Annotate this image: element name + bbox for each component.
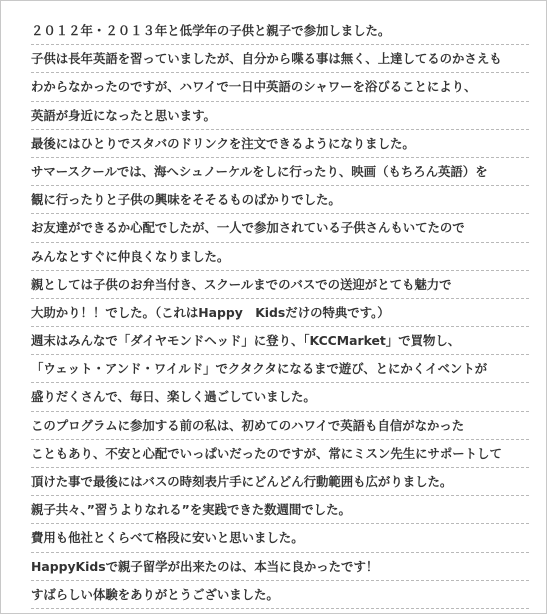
testimonial-line: サマースクールでは、海へシュノーケルをしに行ったり、映画（もちろん英語）を <box>31 158 529 186</box>
testimonial-line: 週末はみんなで「ダイヤモンドヘッド」に登り、「KCCMarket」で買物し、 <box>31 327 529 355</box>
testimonial-line: 頂けた事で最後にはバスの時刻表片手にどんどん行動範囲も広がりました。 <box>31 468 529 496</box>
testimonial-line: 最後にはひとりでスタバのドリンクを注文できるようになりました。 <box>31 130 529 158</box>
testimonial-line: 観に行ったりと子供の興味をそそるものばかりでした。 <box>31 186 529 214</box>
testimonial-line: ２０１２年・２０１３年と低学年の子供と親子で参加しました。 <box>31 17 529 45</box>
testimonial-line: このプログラムに参加する前の私は、初めてのハワイで英語も自信がなかった <box>31 412 529 440</box>
testimonial-line: 親子共々、”習うよりなれる”を実践できた数週間でした。 <box>31 496 529 524</box>
testimonial-line: HappyKidsで親子留学が出来たのは、本当に良かったです！ <box>31 553 529 581</box>
testimonial-line: こともあり、不安と心配でいっぱいだったのですが、常にミスン先生にサポートして <box>31 440 529 468</box>
testimonial-text <box>31 17 529 609</box>
testimonial-line: 子供は長年英語を習っていましたが、自分から喋る事は無く、上達してるのかさえも <box>31 45 529 73</box>
testimonial-line: 費用も他社とくらべて格段に安いと思いました。 <box>31 524 529 552</box>
testimonial-line: 大助かり！！でした。（これはHappy Kidsだけの特典です。） <box>31 299 529 327</box>
testimonial-line: 「ウェット・アンド・ワイルド」でクタクタになるまで遊び、とにかくイベントが <box>31 355 529 383</box>
testimonial-line: 英語が身近になったと思います。 <box>31 102 529 130</box>
testimonial-line: みんなとすぐに仲良くなりました。 <box>31 243 529 271</box>
testimonial-line: わからなかったのですが、ハワイで一日中英語のシャワーを浴びることにより、 <box>31 73 529 101</box>
testimonial-line: 盛りだくさんで、毎日、楽しく過ごしていました。 <box>31 383 529 411</box>
testimonial-line: お友達ができるか心配でしたが、一人で参加されている子供さんもいてたので <box>31 214 529 242</box>
testimonial-line: 親としては子供のお弁当付き、スクールまでのバスでの送迎がとても魅力で <box>31 271 529 299</box>
testimonial-line: すばらしい体験をありがとうございました。 <box>31 581 529 609</box>
